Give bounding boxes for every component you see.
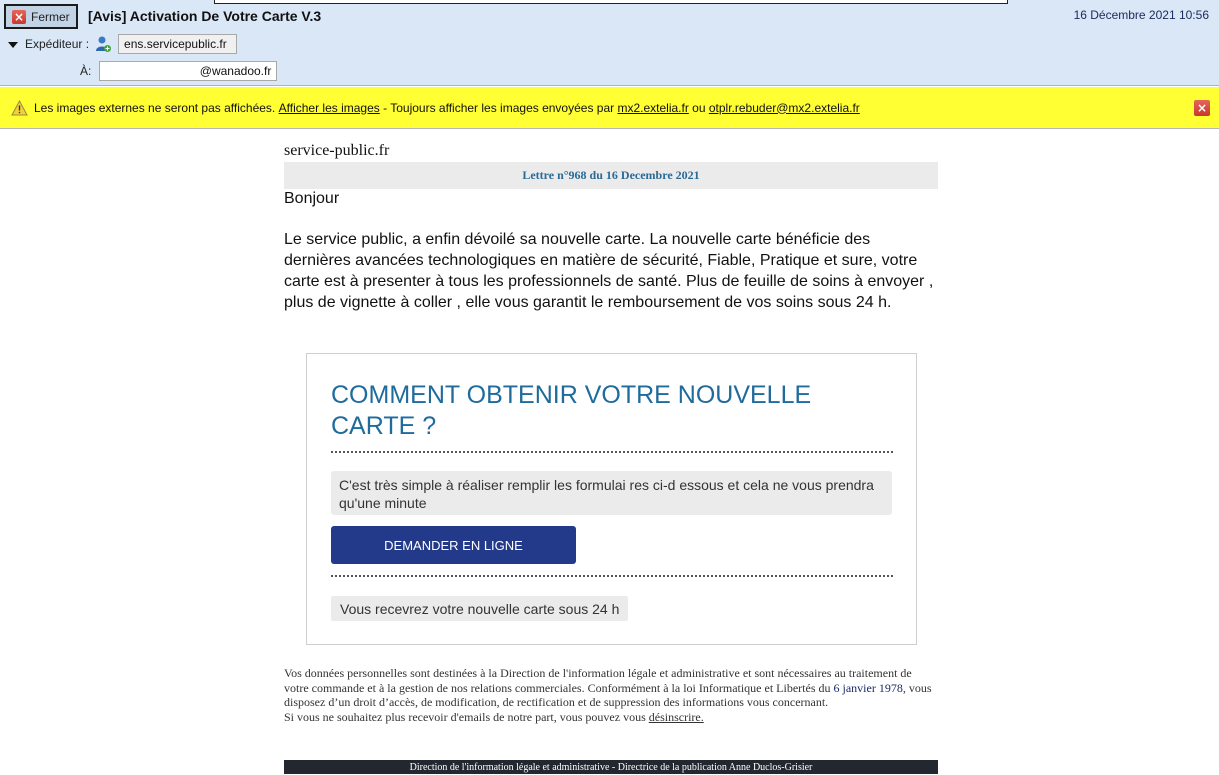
notice-text: Les images externes ne seront pas affichées. bbox=[34, 100, 276, 115]
instructions-card bbox=[306, 353, 917, 645]
letter-band: Lettre n°968 du 16 Decembre 2021 bbox=[284, 162, 938, 189]
add-contact-icon[interactable] bbox=[94, 35, 112, 53]
divider bbox=[331, 451, 893, 453]
mail-subject: [Avis] Activation De Votre Carte V.3 bbox=[88, 8, 322, 24]
intro-paragraph: Le service public, a enfin dévoilé sa nouvelle carte. La nouvelle carte bénéficie des dernières avancées technologiques en matière de sécurité, Fiable, Pratique et sure, votre carte est à presenter à tous les professionnels de santé. Plus de feuille de soins à envoyer , plus de vignette à coller , elle vous garantit le remboursement de vos soins sous 24 h. bbox=[284, 231, 934, 311]
mail-header bbox=[0, 0, 1219, 86]
delivery-note: Vous recevrez votre nouvelle carte sous 24 h bbox=[331, 596, 628, 621]
divider bbox=[331, 575, 893, 577]
brand-name: service-public.fr bbox=[284, 142, 390, 159]
external-images-notice bbox=[0, 87, 1219, 129]
sender-row bbox=[8, 33, 237, 55]
notice-text-middle: - Toujours afficher les images envoyées par bbox=[383, 100, 615, 115]
notice-text-or: ou bbox=[692, 100, 706, 115]
close-notice-icon[interactable]: × bbox=[1194, 100, 1210, 116]
request-online-button[interactable]: DEMANDER EN LIGNE bbox=[331, 526, 576, 564]
footer-bar: Direction de l'information légale et administrative - Directrice de la publication Anne Duclos-Grisier bbox=[284, 760, 938, 774]
unsubscribe-text: Si vous ne souhaitez plus recevoir d'emails de notre part, vous pouvez vous bbox=[284, 709, 646, 724]
show-images-link[interactable]: Afficher les images bbox=[278, 100, 380, 115]
recipient-label: À: bbox=[80, 64, 92, 78]
recipient-row bbox=[80, 61, 277, 81]
info-box: C'est très simple à réaliser remplir les formulai res ci-d essous et cela ne vous prendra qu'une minute bbox=[331, 471, 892, 515]
close-button[interactable] bbox=[4, 4, 78, 29]
close-button-label: Fermer bbox=[31, 9, 70, 24]
top-strip bbox=[214, 0, 1008, 4]
sender-field[interactable]: ens.servicepublic.fr bbox=[118, 34, 237, 54]
always-show-sender-link[interactable]: otplr.rebuder@mx2.extelia.fr bbox=[708, 100, 860, 115]
recipient-field[interactable]: @wanadoo.fr bbox=[99, 61, 277, 81]
law-date-link[interactable]: 6 janvier 1978 bbox=[833, 680, 903, 695]
unsubscribe-link[interactable]: désinscrire. bbox=[648, 709, 704, 724]
chevron-down-icon[interactable] bbox=[8, 42, 18, 48]
legal-text-2: , vous disposez d’un droit d’accès, de modification, de rectification et de suppression des informations vous concernant. bbox=[284, 680, 932, 709]
greeting: Bonjour bbox=[284, 190, 340, 207]
card-title: COMMENT OBTENIR VOTRE NOUVELLE CARTE ? bbox=[331, 381, 812, 440]
legal-text: Vos données personnelles sont destinées à la Direction de l'information légale et administrative et sont nécessaires au traitement de votre commande et à la gestion de nos relations commerciales. Conformément à la loi Informatique et Libertés du bbox=[284, 666, 912, 695]
close-icon: × bbox=[13, 9, 25, 24]
legal-notice bbox=[284, 666, 938, 724]
sender-label: Expéditeur : bbox=[25, 37, 90, 51]
always-show-domain-link[interactable]: mx2.extelia.fr bbox=[617, 100, 689, 115]
warning-icon bbox=[11, 100, 28, 116]
mail-date: 16 Décembre 2021 10:56 bbox=[1073, 8, 1209, 22]
